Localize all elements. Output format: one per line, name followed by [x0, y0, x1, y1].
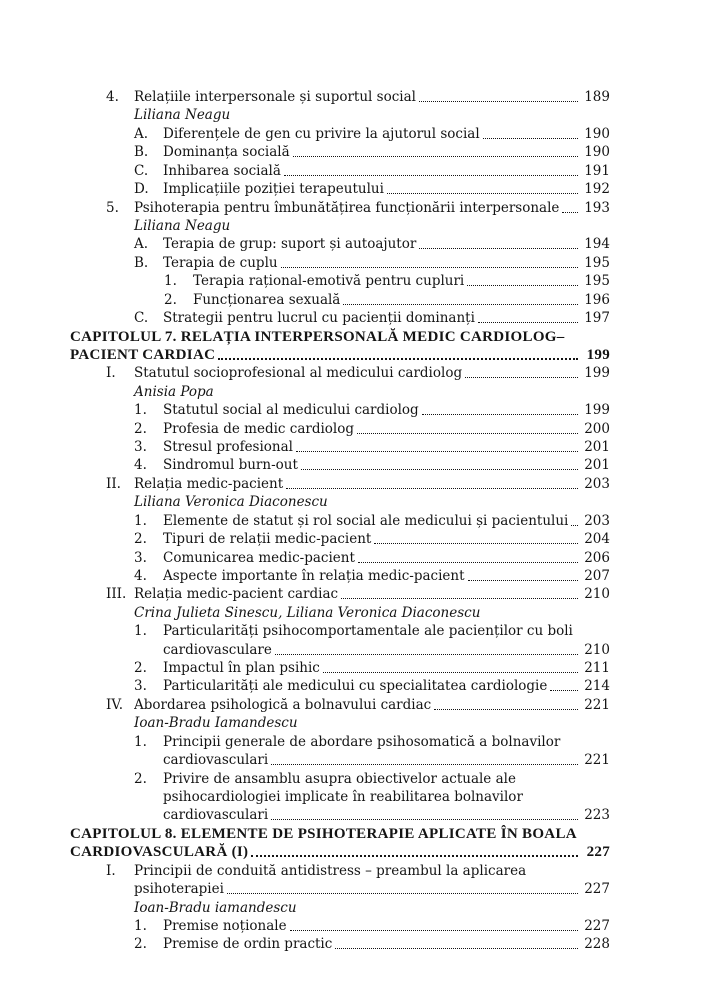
entry-number: 2.	[134, 936, 147, 953]
toc-entry	[0, 751, 702, 769]
entry-title-leader	[134, 88, 580, 106]
entry-number: A.	[134, 125, 149, 142]
entry-title-leader	[134, 364, 580, 382]
entry-title-leader	[134, 585, 580, 603]
chapter-heading-continued	[0, 843, 702, 861]
entry-title-leader	[163, 309, 580, 327]
author-name: Anisia Popa	[134, 383, 214, 400]
dot-leader	[434, 708, 578, 710]
toc-entry	[0, 420, 702, 438]
entry-number: IV.	[106, 696, 124, 713]
dot-leader	[296, 450, 578, 452]
entry-page-number: 223	[584, 807, 610, 824]
toc-entry	[0, 125, 702, 143]
entry-page-number: 190	[584, 144, 610, 161]
entry-title-leader	[163, 162, 580, 180]
toc-entry-line	[0, 862, 702, 880]
entry-page-number: 214	[584, 678, 610, 695]
entry-title: Implicațiile poziției terapeutului	[163, 181, 384, 198]
entry-page-number: 211	[584, 660, 610, 676]
entry-title-part: Privire de ansamblu asupra obiectivelor actuale ale	[163, 770, 516, 787]
dot-leader	[419, 247, 578, 249]
author-line	[0, 714, 702, 732]
entry-title: Terapia rațional-emotivă pentru cupluri	[193, 273, 465, 290]
entry-title: Premise noționale	[163, 917, 287, 934]
dot-leader	[571, 524, 578, 526]
entry-number: D.	[134, 181, 149, 198]
toc-entry	[0, 254, 702, 272]
toc-entry	[0, 364, 702, 382]
entry-title-leader	[163, 677, 580, 695]
entry-title: Impactul în plan psihic	[163, 660, 320, 676]
dot-leader	[468, 579, 578, 581]
toc-entry-line	[0, 770, 702, 788]
entry-title-leader	[163, 530, 580, 548]
entry-title: Diferențele de gen cu privire la ajutorul social	[163, 125, 480, 142]
entry-title: cardiovasculare	[163, 641, 272, 658]
toc-entry	[0, 291, 702, 309]
entry-number: 2.	[134, 660, 147, 676]
dot-leader	[422, 413, 578, 415]
entry-page-number: 221	[584, 752, 610, 769]
entry-title: Profesia de medic cardiolog	[163, 420, 354, 437]
dot-leader	[358, 561, 578, 563]
entry-title: Terapia de cuplu	[163, 254, 278, 271]
entry-title-leader	[163, 917, 580, 935]
dot-leader	[483, 137, 578, 139]
toc-entry	[0, 180, 702, 198]
author-name: Liliana Veronica Diaconescu	[134, 494, 328, 511]
entry-title: Strategii pentru lucrul cu pacienții dominanți	[163, 310, 475, 326]
dot-leader	[387, 192, 578, 194]
entry-number: 1.	[164, 273, 177, 290]
entry-title: Particularități ale medicului cu specialitatea cardiologie	[163, 678, 548, 695]
dot-leader	[227, 892, 578, 894]
entry-page-number: 207	[584, 567, 610, 584]
entry-title: Sindromul burn-out	[163, 457, 298, 474]
dot-leader	[341, 597, 578, 599]
author-line	[0, 383, 702, 401]
entry-title-leader	[163, 420, 580, 438]
entry-number: C.	[134, 310, 149, 326]
dot-leader	[286, 487, 578, 489]
entry-title: Relația medic-pacient cardiac	[134, 586, 339, 603]
entry-number: A.	[134, 236, 149, 253]
chapter-heading	[0, 825, 702, 843]
entry-page-number: 189	[584, 89, 610, 105]
dot-leader	[357, 432, 578, 434]
entry-page-number: 199	[584, 402, 610, 419]
entry-title-leader	[163, 641, 580, 659]
dot-leader	[271, 763, 578, 765]
chapter-heading-line: CAPITOLUL 8. ELEMENTE DE PSIHOTERAPIE APLICATE ÎN BOALA	[70, 825, 577, 842]
entry-number: C.	[134, 162, 149, 179]
toc-entry	[0, 549, 702, 567]
entry-number: 1.	[134, 917, 147, 934]
entry-number: 2.	[134, 531, 147, 548]
toc-entry	[0, 438, 702, 456]
author-name: Ioan-Bradu Iamandescu	[134, 715, 298, 732]
entry-title-leader	[163, 180, 580, 198]
chapter-heading	[0, 328, 702, 346]
entry-number: I.	[106, 365, 116, 382]
entry-title: Stresul profesional	[163, 439, 293, 455]
entry-title-leader	[163, 549, 580, 567]
author-line	[0, 899, 702, 917]
entry-title-leader	[163, 143, 580, 161]
entry-title-leader	[163, 659, 580, 677]
entry-title: Comunicarea medic-pacient	[163, 549, 355, 566]
entry-title: Dominanța socială	[163, 144, 290, 161]
entry-page-number: 191	[584, 162, 610, 179]
entry-number: 2.	[164, 291, 177, 308]
entry-number: 3.	[134, 439, 147, 455]
entry-page-number: 192	[584, 181, 610, 198]
author-line	[0, 493, 702, 511]
toc-entry	[0, 935, 702, 953]
entry-title: Premise de ordin practic	[163, 936, 333, 953]
entry-number: 1.	[134, 402, 147, 419]
toc-entry	[0, 309, 702, 327]
entry-page-number: 228	[584, 936, 610, 953]
entry-title-part: Principii generale de abordare psihosomatică a bolnavilor	[163, 733, 561, 750]
entry-title-part: Particularități psihocomportamentale ale pacienților cu boli	[163, 623, 573, 640]
toc-entry	[0, 880, 702, 898]
dot-leader	[275, 653, 578, 655]
entry-title-leader	[163, 125, 580, 143]
toc-entry	[0, 272, 702, 290]
dot-leader	[218, 357, 578, 360]
entry-number: 2.	[134, 420, 147, 437]
toc-entry	[0, 585, 702, 603]
entry-page-number: 194	[584, 236, 610, 253]
dot-leader	[465, 376, 578, 378]
entry-number: 5.	[106, 199, 119, 216]
entry-title-leader	[163, 401, 580, 419]
entry-title: Relația medic-pacient	[134, 475, 284, 492]
entry-page-number: 206	[584, 549, 610, 566]
toc-entry	[0, 677, 702, 695]
author-name: Ioan-Bradu iamandescu	[134, 899, 297, 916]
toc-entry	[0, 512, 702, 530]
entry-title: Elemente de statut și rol social ale medicului și pacientului	[163, 512, 569, 529]
entry-title: Tipuri de relații medic-pacient	[163, 531, 372, 548]
entry-number: 1.	[134, 623, 147, 640]
dot-leader	[301, 468, 578, 470]
dot-leader	[251, 854, 578, 857]
entry-number: I.	[106, 862, 116, 879]
entry-title-leader	[163, 806, 580, 824]
entry-title-part: psihocardiologiei implicate în reabilitarea bolnavilor	[163, 789, 523, 805]
entry-title: Statutul socioprofesional al medicului cardiolog	[134, 365, 463, 382]
entry-title: Abordarea psihologică a bolnavului cardiac	[134, 696, 432, 713]
dot-leader	[343, 303, 578, 305]
entry-title-leader	[134, 880, 580, 898]
entry-title-leader	[163, 456, 580, 474]
chapter-heading-continued	[0, 346, 702, 364]
entry-number: 2.	[134, 770, 147, 787]
entry-title: Terapia de grup: suport și autoajutor	[163, 236, 417, 253]
entry-page-number: 227	[584, 917, 610, 934]
entry-title: cardiovasculari	[163, 752, 269, 769]
entry-number: III.	[106, 586, 127, 603]
toc-entry	[0, 567, 702, 585]
entry-page-number: 197	[584, 310, 610, 326]
chapter-title-leader	[70, 346, 580, 364]
entry-title-leader	[163, 438, 580, 456]
entry-page-number: 195	[584, 273, 610, 290]
entry-page-number: 200	[584, 420, 610, 437]
entry-title: Funcționarea sexuală	[193, 291, 341, 308]
author-line	[0, 217, 702, 235]
entry-title-leader	[134, 475, 580, 493]
toc-entry	[0, 143, 702, 161]
entry-page-number: 227	[584, 881, 610, 898]
toc-entry	[0, 530, 702, 548]
toc-entry	[0, 235, 702, 253]
dot-leader	[335, 947, 578, 949]
dot-leader	[374, 542, 578, 544]
dot-leader	[284, 174, 578, 176]
entry-title-leader	[163, 235, 580, 253]
entry-title-leader	[163, 254, 580, 272]
entry-number: 3.	[134, 678, 147, 695]
entry-page-number: 210	[584, 586, 610, 603]
dot-leader	[467, 284, 578, 286]
dot-leader	[550, 689, 578, 691]
chapter-heading-line: CAPITOLUL 7. RELAȚIA INTERPERSONALĂ MEDIC CARDIOLOG–	[70, 328, 565, 345]
entry-page-number: 201	[584, 439, 610, 455]
toc-entry	[0, 162, 702, 180]
entry-page-number: 193	[584, 199, 610, 216]
toc-entry-line	[0, 622, 702, 640]
entry-title-leader	[163, 751, 580, 769]
toc-entry	[0, 475, 702, 493]
toc-entry-line	[0, 788, 702, 806]
chapter-page-number: 227	[586, 844, 610, 861]
entry-title: Psihoterapia pentru îmbunătățirea funcționării interpersonale	[134, 199, 560, 216]
entry-title-leader	[163, 935, 580, 953]
entry-page-number: 201	[584, 457, 610, 474]
entry-number: 3.	[134, 549, 147, 566]
toc-entry	[0, 456, 702, 474]
entry-page-number: 196	[584, 291, 610, 308]
dot-leader	[419, 100, 578, 102]
entry-title-leader	[193, 272, 580, 290]
toc-entry	[0, 641, 702, 659]
toc-entry-line	[0, 733, 702, 751]
chapter-title: CARDIOVASCULARĂ (I)	[70, 844, 249, 861]
entry-number: 4.	[106, 89, 119, 105]
entry-title-leader	[134, 199, 580, 217]
entry-number: 4.	[134, 567, 147, 584]
toc-entry	[0, 88, 702, 106]
author-line	[0, 604, 702, 622]
toc-entry	[0, 806, 702, 824]
chapter-page-number: 199	[586, 346, 610, 363]
toc-entry	[0, 917, 702, 935]
author-name: Liliana Neagu	[134, 107, 231, 124]
toc-entry	[0, 659, 702, 677]
entry-title-leader	[134, 696, 580, 714]
chapter-title-leader	[70, 843, 580, 861]
author-name: Crina Julieta Sinescu, Liliana Veronica Diaconescu	[134, 604, 481, 621]
entry-title: Statutul social al medicului cardiolog	[163, 402, 419, 419]
entry-number: II.	[106, 475, 121, 492]
entry-title-leader	[193, 291, 580, 309]
chapter-title: PACIENT CARDIAC	[70, 346, 216, 363]
entry-page-number: 203	[584, 512, 610, 529]
dot-leader	[293, 155, 578, 157]
dot-leader	[290, 929, 578, 931]
dot-leader	[562, 211, 578, 213]
author-name: Liliana Neagu	[134, 217, 231, 234]
entry-number: B.	[134, 254, 149, 271]
entry-title-leader	[163, 512, 580, 530]
entry-number: 1.	[134, 512, 147, 529]
entry-page-number: 190	[584, 125, 610, 142]
entry-title: Inhibarea socială	[163, 162, 281, 179]
entry-page-number: 204	[584, 531, 610, 548]
entry-title: psihoterapiei	[134, 881, 224, 898]
entry-number: 4.	[134, 457, 147, 474]
entry-page-number: 199	[584, 365, 610, 382]
author-line	[0, 106, 702, 124]
entry-page-number: 221	[584, 696, 610, 713]
entry-title: Relațiile interpersonale și suportul social	[134, 89, 416, 105]
toc-entry	[0, 696, 702, 714]
entry-page-number: 210	[584, 641, 610, 658]
entry-number: 1.	[134, 733, 147, 750]
entry-page-number: 203	[584, 475, 610, 492]
entry-title-part: Principii de conduită antidistress – preambul la aplicarea	[134, 862, 527, 879]
entry-title: cardiovasculari	[163, 807, 269, 824]
entry-title-leader	[163, 567, 580, 585]
entry-title: Aspecte importante în relația medic-pacient	[163, 567, 465, 584]
entry-number: B.	[134, 144, 149, 161]
toc-entry	[0, 401, 702, 419]
dot-leader	[271, 818, 578, 820]
dot-leader	[281, 266, 578, 268]
entry-page-number: 195	[584, 254, 610, 271]
dot-leader	[323, 671, 578, 673]
dot-leader	[478, 321, 578, 323]
toc-entry	[0, 199, 702, 217]
